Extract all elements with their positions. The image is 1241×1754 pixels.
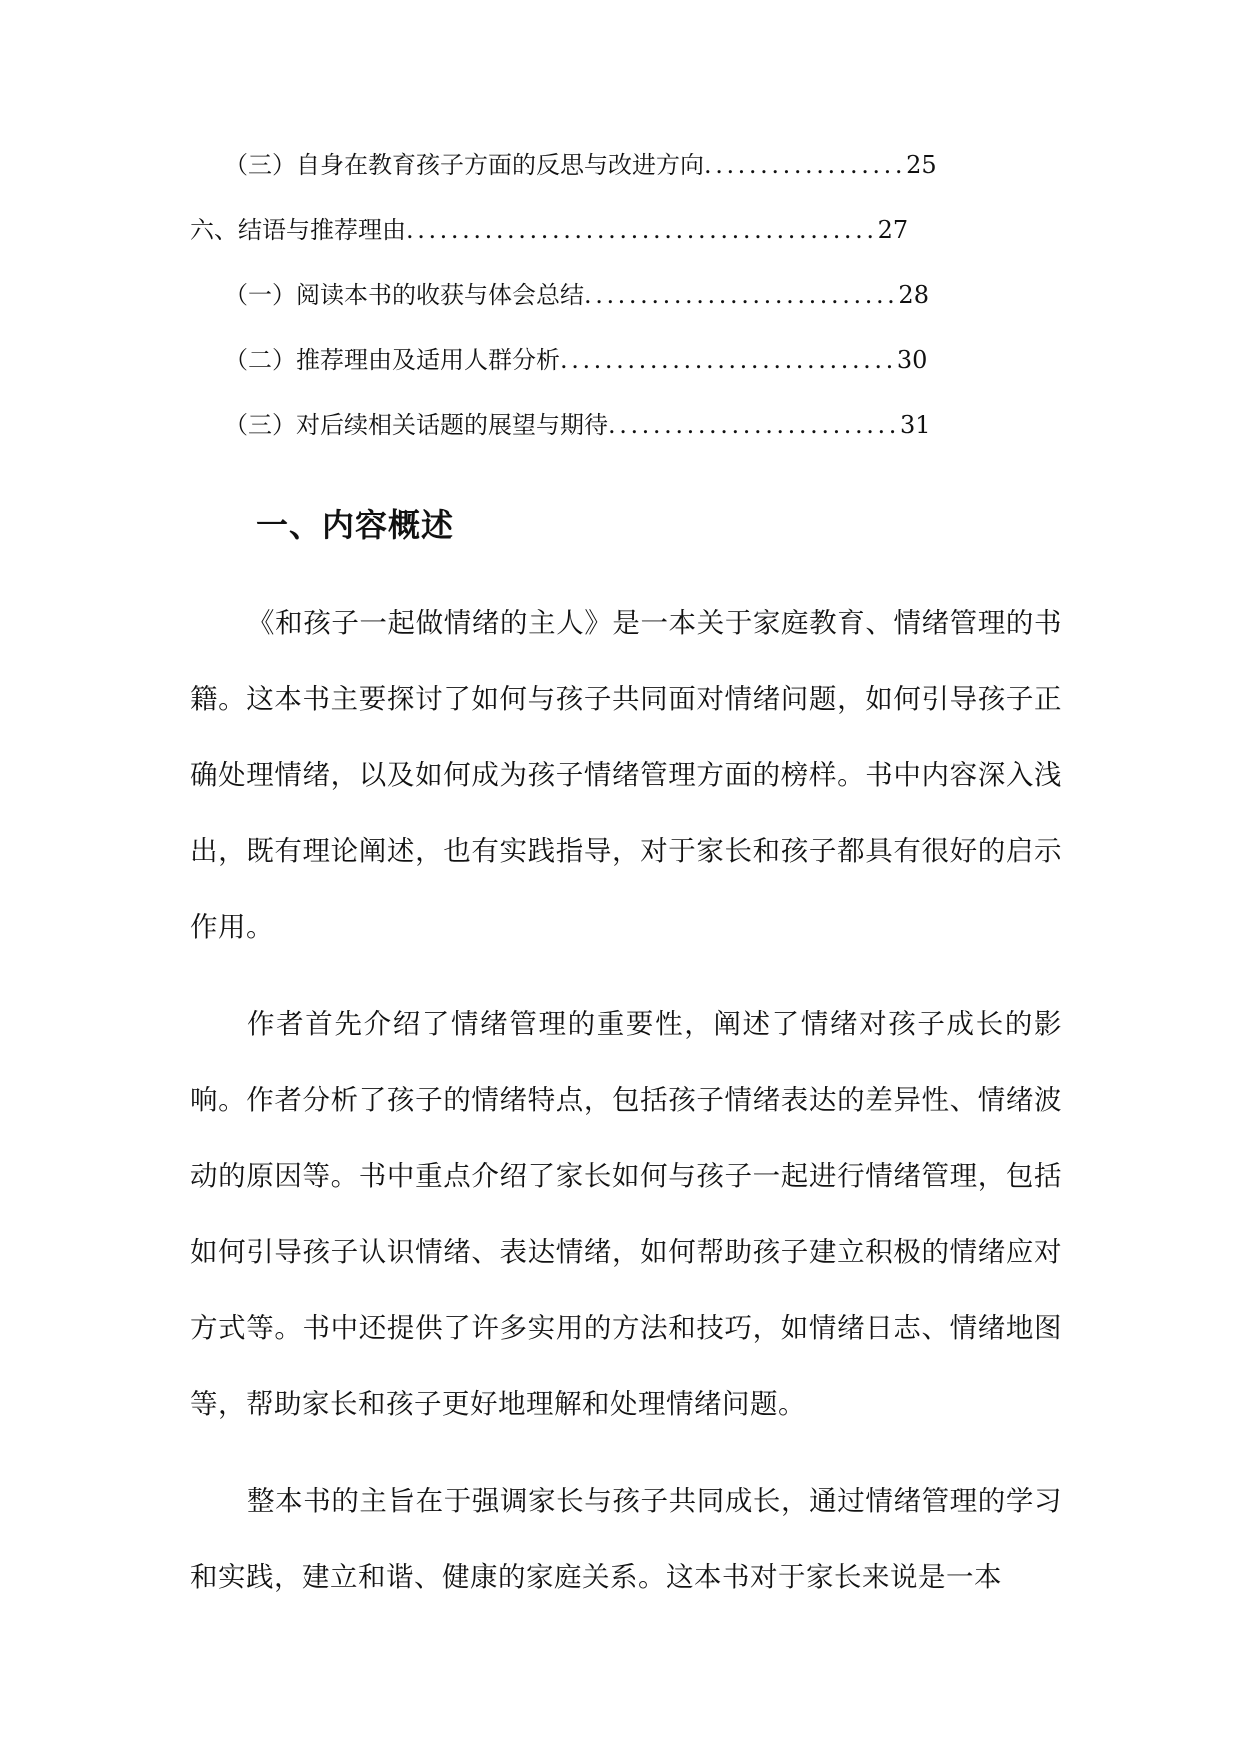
toc-entry-title: （二）推荐理由及适用人群分析 [224, 346, 560, 374]
toc-entry-title: （三）对后续相关话题的展望与期待 [224, 411, 608, 439]
toc-entry-page: 25 [906, 151, 937, 179]
body-paragraph: 《和孩子一起做情绪的主人》是一本关于家庭教育、情绪管理的书籍。这本书主要探讨了如何与孩子共同面对情绪问题，如何引导孩子正确处理情绪，以及如何成为孩子情绪管理方面的榜样。书中内容深入浅出，既有理论阐述，也有实践指导，对于家长和孩子都具有很好的启示作用。 [190, 607, 1062, 943]
toc-entry-page: 30 [896, 346, 928, 374]
toc-entry[interactable] [190, 343, 1050, 408]
toc-entry-page: 28 [898, 281, 929, 309]
toc-entry[interactable] [190, 148, 1050, 213]
toc-entry[interactable] [190, 213, 1050, 278]
toc-entry-title: 六、结语与推荐理由 [190, 216, 406, 244]
toc-entry-leader: .......................... [608, 411, 900, 439]
toc-entry-leader: ............................ [584, 281, 899, 309]
table-of-contents [190, 148, 1050, 473]
body-paragraph: 作者首先介绍了情绪管理的重要性，阐述了情绪对孩子成长的影响。作者分析了孩子的情绪特点，包括孩子情绪表达的差异性、情绪波动的原因等。书中重点介绍了家长如何与孩子一起进行情绪管理，包括如何引导孩子认识情绪、表达情绪，如何帮助孩子建立积极的情绪应对方式等。书中还提供了许多实用的方法和技巧，如情绪日志、情绪地图等，帮助家长和孩子更好地理解和处理情绪问题。 [190, 1008, 1062, 1420]
toc-entry-title: （三）自身在教育孩子方面的反思与改进方向 [224, 151, 704, 179]
body-paragraph: 整本书的主旨在于强调家长与孩子共同成长，通过情绪管理的学习和实践，建立和谐、健康的家庭关系。这本书对于家长来说是一本 [190, 1485, 1062, 1593]
section-body [190, 585, 1062, 1636]
toc-entry[interactable] [190, 408, 1050, 473]
toc-entry-leader: .............................. [560, 346, 897, 374]
toc-entry[interactable] [190, 278, 1050, 343]
toc-entry-title: （一）阅读本书的收获与体会总结 [224, 281, 584, 309]
section-heading: 一、内容概述 [256, 506, 455, 544]
toc-entry-leader: .......................................... [406, 216, 878, 244]
toc-entry-page: 27 [877, 216, 909, 244]
toc-entry-leader: .................. [704, 151, 907, 179]
toc-entry-page: 31 [899, 411, 931, 439]
